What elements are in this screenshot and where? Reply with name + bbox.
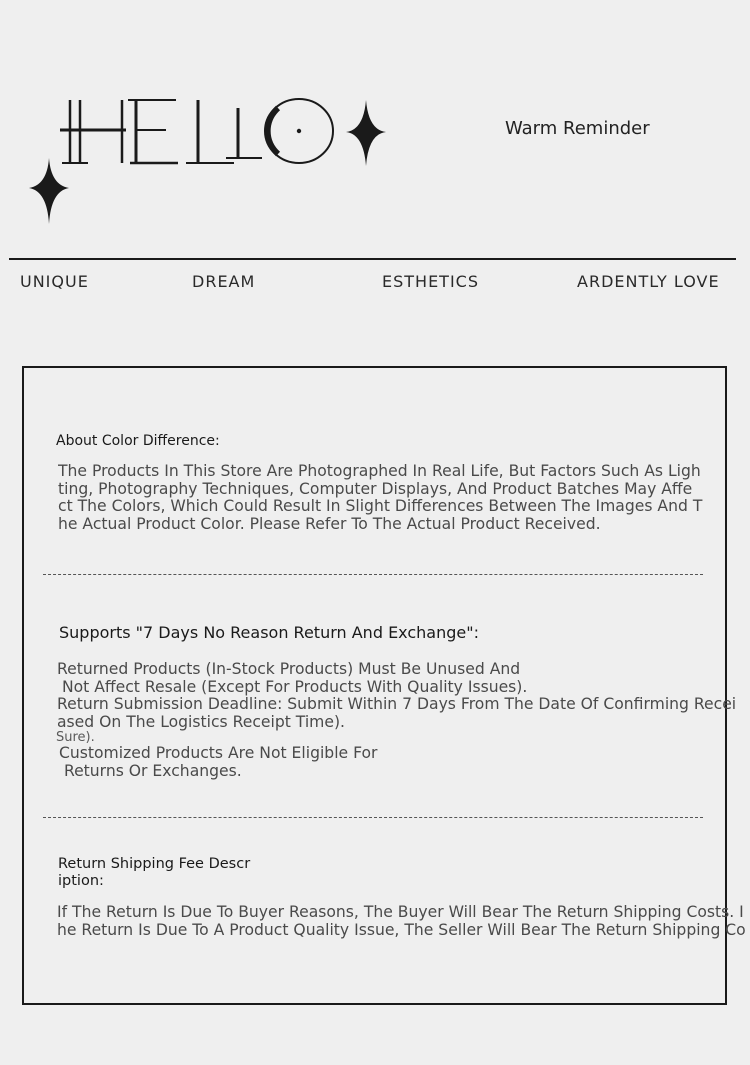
tag-unique: UNIQUE bbox=[20, 272, 89, 291]
text-line: Returned Products (In-Stock Products) Must Be Unused And bbox=[57, 661, 521, 678]
dashed-divider bbox=[43, 817, 703, 818]
tag-ardently-love: ARDENTLY LOVE bbox=[577, 272, 720, 291]
color-difference-text bbox=[58, 463, 726, 533]
sparkle-icon bbox=[29, 158, 69, 224]
heading-line: Return Shipping Fee Descr bbox=[58, 856, 251, 872]
text-line: If The Return Is Due To Buyer Reasons, The Buyer Will Bear The Return Shipping Costs. I bbox=[57, 904, 744, 921]
returns-text bbox=[57, 661, 750, 731]
heading-line: iption: bbox=[58, 873, 104, 889]
returns-heading: Supports "7 Days No Reason Return And Exchange": bbox=[59, 623, 479, 642]
text-line: Returns Or Exchanges. bbox=[59, 761, 242, 780]
sparkle-icon bbox=[346, 100, 386, 166]
tag-esthetics: ESTHETICS bbox=[382, 272, 479, 291]
text-line: he Return Is Due To A Product Quality Issue, The Seller Will Bear The Return Shipping Co bbox=[57, 920, 746, 939]
text-line: The Products In This Store Are Photographed In Real Life, But Factors Such As Ligh bbox=[58, 463, 701, 480]
shipping-fee-text bbox=[57, 904, 750, 939]
header-divider bbox=[9, 258, 736, 260]
shipping-fee-heading bbox=[58, 856, 250, 890]
text-line: ct The Colors, Which Could Result In Slight Differences Between The Images And T bbox=[58, 497, 703, 515]
text-line: Customized Products Are Not Eligible For bbox=[59, 744, 378, 762]
returns-fragment: Sure). bbox=[56, 730, 95, 745]
customized-products-text bbox=[59, 745, 377, 780]
text-line: ting, Photography Techniques, Computer Displays, And Product Batches May Affe bbox=[58, 479, 693, 498]
text-line: ased On The Logistics Receipt Time). bbox=[57, 712, 346, 731]
text-line: Not Affect Resale (Except For Products With Quality Issues). bbox=[57, 677, 528, 696]
text-line: he Actual Product Color. Please Refer To The Actual Product Received. bbox=[58, 514, 601, 533]
text-line: Return Submission Deadline: Submit Within 7 Days From The Date Of Confirming Recei bbox=[57, 695, 737, 713]
warm-reminder-title: Warm Reminder bbox=[505, 118, 650, 139]
tag-dream: DREAM bbox=[192, 272, 256, 291]
hello-logo bbox=[26, 90, 396, 230]
dashed-divider bbox=[43, 574, 703, 575]
color-difference-heading: About Color Difference: bbox=[56, 433, 220, 449]
